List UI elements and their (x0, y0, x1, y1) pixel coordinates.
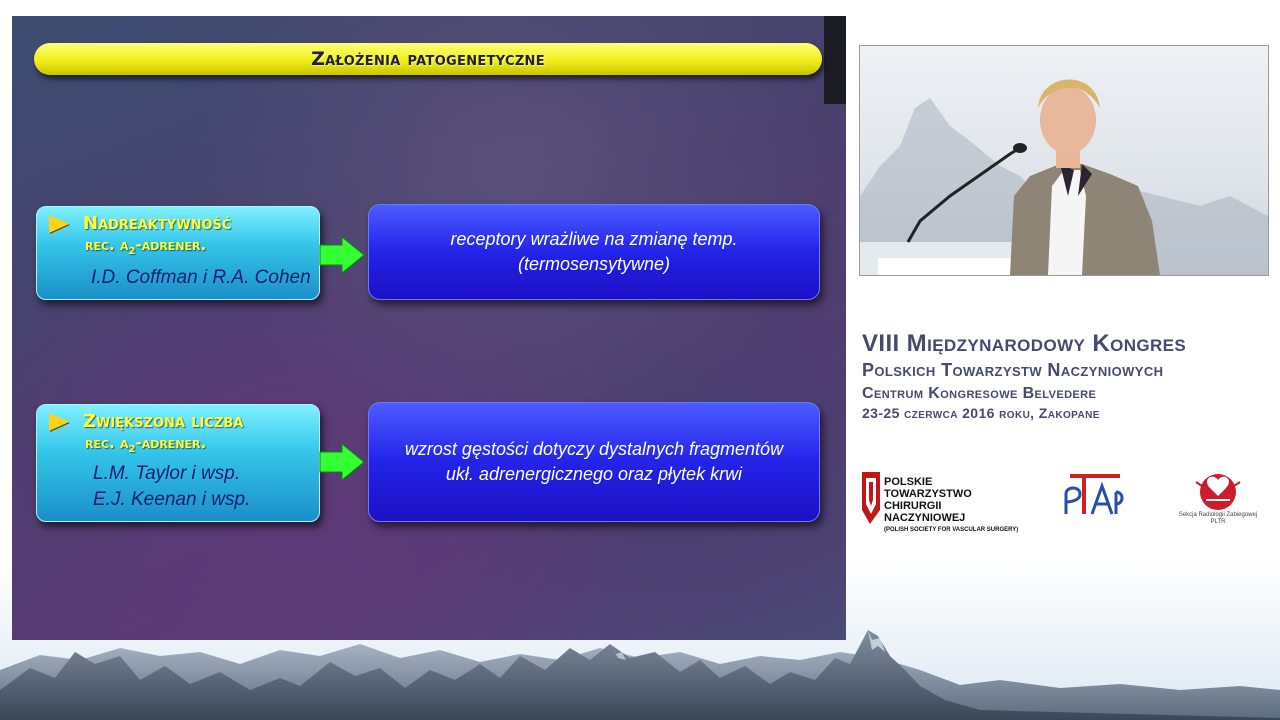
row1-sub-suffix: -adrener. (135, 236, 207, 254)
slide-title-bar (34, 43, 822, 75)
pltr-logo (1172, 470, 1264, 530)
conference-venue: Centrum Kongresowe Belvedere (862, 385, 1097, 402)
pts-line2: CHIRURGII NACZYNIOWEJ (884, 500, 966, 524)
pts-line3: (POLISH SOCIETY FOR VASCULAR SURGERY) (884, 527, 1019, 533)
row2-author1: L.M. Taylor i wsp. (93, 463, 241, 484)
row1-subheading (85, 236, 206, 257)
row2-description-line1: wzrost gęstości dotyczy dystalnych fragmentów (404, 439, 784, 459)
row2-sub-index: 2 (128, 444, 136, 455)
presentation-slide (12, 16, 846, 640)
conference-date: 23-25 czerwca 2016 roku, Zakopane (862, 405, 1100, 421)
row2-description-box (368, 402, 820, 522)
slide-title: Założenia patogenetyczne (311, 48, 545, 70)
row2-subheading (85, 434, 206, 455)
row1-description-line1: receptory wrażliwe na zmianę temp. (450, 229, 738, 249)
row1-arrow-icon (318, 235, 368, 275)
conference-info (862, 330, 1272, 421)
row2-left-box (36, 404, 320, 522)
pts-logo-text (884, 476, 1020, 536)
row2-arrow-icon (318, 442, 368, 482)
play-triangle-icon (49, 413, 69, 431)
row1-author: I.D. Coffman i R.A. Cohen (91, 267, 311, 288)
row2-author2: E.J. Keenan i wsp. (93, 489, 251, 510)
pltr-logo-mark (1172, 470, 1264, 512)
row1-sub-index: 2 (128, 246, 136, 257)
conference-subtitle: Polskich Towarzystw Naczyniowych (862, 360, 1164, 380)
row1-heading: Nadreaktywność (83, 213, 232, 234)
row1-description-box (368, 204, 820, 300)
slide-edge (824, 16, 846, 104)
play-triangle-icon (49, 215, 69, 233)
pltr-logo-text (1172, 512, 1264, 526)
row2-sub-suffix: -adrener. (135, 434, 207, 452)
row1-sub-prefix: rec. α (85, 236, 129, 254)
row1-left-box (36, 206, 320, 300)
speaker-video-frame (860, 46, 1268, 275)
row2-sub-prefix: rec. α (85, 434, 129, 452)
speaker-video (859, 45, 1269, 276)
pts-line1: POLSKIE TOWARZYSTWO (884, 476, 972, 500)
pta-logo-mark (1062, 472, 1128, 518)
pltr-line2: PLTR (1210, 519, 1226, 525)
row1-description-line2: (termosensytywne) (517, 254, 671, 274)
row2-heading: Zwiększona liczba (83, 411, 244, 432)
pta-logo (1062, 472, 1128, 518)
conference-title: VIII Międzynarodowy Kongres (862, 330, 1187, 357)
pts-logo-mark (860, 470, 882, 526)
pltr-line1: Sekcja Radiologii Zabiegowej (1178, 512, 1258, 518)
row2-description-line2: ukł. adrenergicznego oraz płytek krwi (445, 464, 743, 484)
pts-logo (860, 470, 1020, 533)
